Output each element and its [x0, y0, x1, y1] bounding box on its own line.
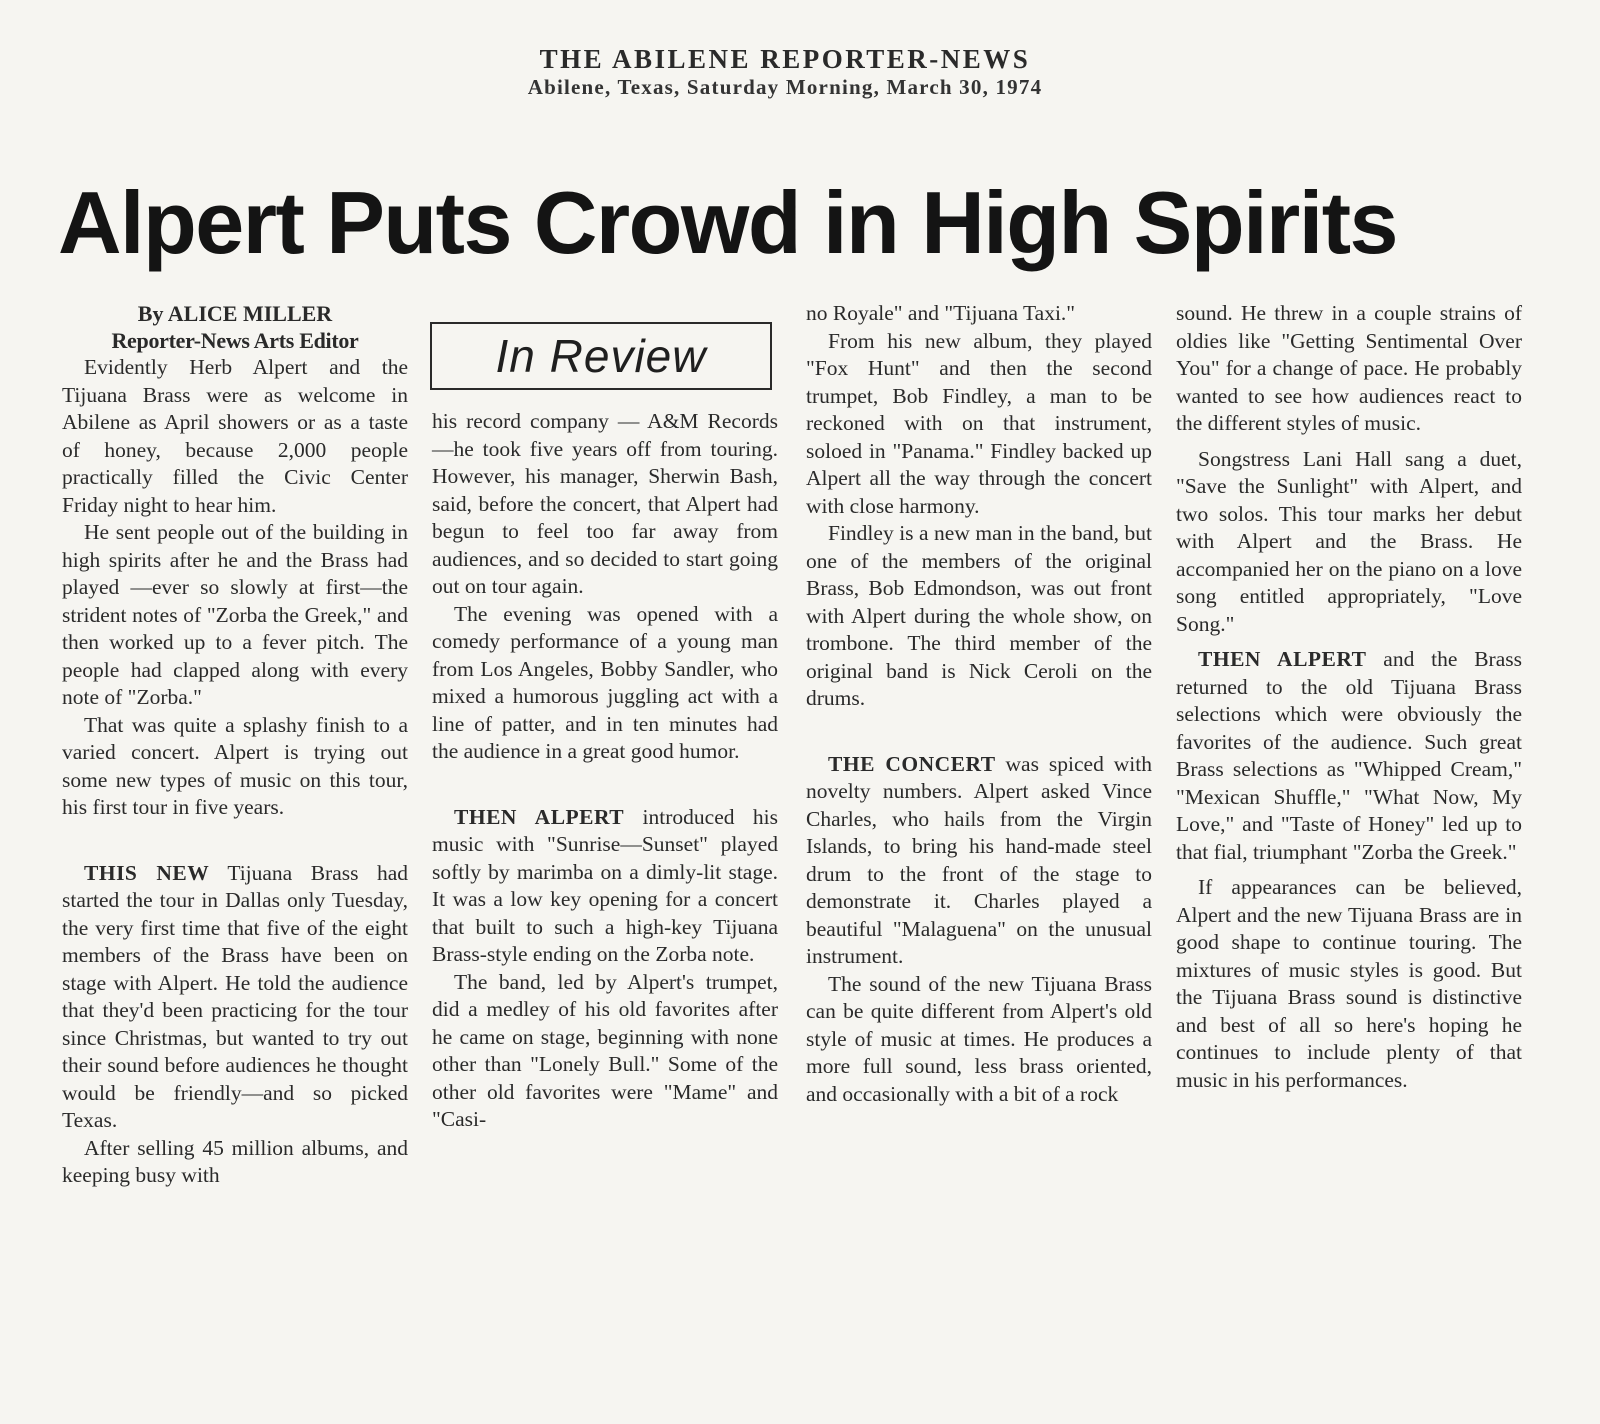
byline-author: By ALICE MILLER — [137, 301, 333, 326]
article-column-3 — [806, 300, 1152, 1108]
paragraph: The band, led by Alpert's trumpet, did a medley of his old favorites after he came on stage, beginning with none other than "Lonely Bull." Some of the other old favorites were "Mame" and "Casi- — [432, 969, 778, 1131]
in-review-label-box — [430, 322, 772, 390]
in-review-label: In Review — [495, 330, 707, 382]
paragraph-lead-in: THIS NEW — [84, 860, 210, 885]
paragraph: Songstress Lani Hall sang a duet, "Save the Sunlight" with Alpert, and two solos. This tour marks her debut with Alpert and the Brass. He accompanied her on the piano on a love song entitled appropriately, "Love Song." — [1176, 446, 1522, 636]
paragraph: If appearances can be believed, Alpert and the new Tijuana Brass are in good shape to continue touring. The mixtures of music styles is good. But the Tijuana Brass sound is distinctive and best of all so here's hoping he continues to include plenty of that music in his performances. — [1176, 875, 1522, 1092]
paragraph: Findley is a new man in the band, but one of the members of the original Brass, Bob Edmondson, was out front with Alpert during the whole show, on trombone. The third member of the original band is Nick Ceroli on the drums. — [806, 521, 1152, 710]
paragraph: He sent people out of the building in high spirits after he and the Brass had played —ever so slowly at first—the strident notes of "Zorba the Greek," and then worked up to a fever pitch. The people had clapped along with every note of "Zorba." — [62, 520, 408, 709]
masthead — [0, 44, 1600, 100]
byline-title: Reporter-News Arts Editor — [111, 328, 359, 353]
subhead-paragraph — [1176, 646, 1522, 866]
paragraph-lead-in: THE CONCERT — [828, 751, 996, 776]
paragraph: his record company — A&M Records—he took five years off from touring. However, his manager, Sherwin Bash, said, before the concert, that Alpert had begun to feel too far away from audiences, and so decided to start going out on tour again. — [432, 409, 778, 598]
paragraph-body: introduced his music with "Sunrise—Sunset" played softly by marimba on a dimly-lit stage. It was a low key opening for a concert that built to such a high-key Tijuana Brass-style ending on the Zorba note. — [432, 804, 778, 966]
byline — [62, 300, 408, 354]
paragraph: Evidently Herb Alpert and the Tijuana Brass were as welcome in Abilene as April showers or as a taste of honey, because 2,000 people practically filled the Civic Center Friday night to hear him. — [62, 355, 408, 517]
article-column-4 — [1176, 300, 1522, 1094]
paragraph-body: and the Brass returned to the old Tijuana Brass selections which were obviously the favorites of the audience. Such great Brass selections as "Whipped Cream," "Mexican Shuffle," "What Now, My Love," and "Taste of Honey" led up to that fial, triumphant "Zorba the Greek." — [1176, 647, 1522, 864]
subhead-paragraph — [432, 804, 778, 969]
subhead-paragraph — [62, 860, 408, 1135]
paragraph: After selling 45 million albums, and keeping busy with — [62, 1135, 408, 1187]
paragraph: no Royale" and "Tijuana Taxi." — [806, 301, 1076, 325]
article-headline: Alpert Puts Crowd in High Spirits — [58, 173, 1397, 272]
article-column-2 — [432, 408, 778, 1134]
dateline: Abilene, Texas, Saturday Morning, March 30, 1974 — [527, 75, 1043, 99]
newspaper-name: THE ABILENE REPORTER-NEWS — [539, 44, 1031, 74]
paragraph-body: was spiced with novelty numbers. Alpert asked Vince Charles, who hails from the Virgin Islands, to bring his hand-made steel drum to the front of the stage to demonstrate it. Charles played a beautiful "Malaguena" on the unusual instrument. — [806, 751, 1152, 968]
paragraph: From his new album, they played "Fox Hunt" and then the second trumpet, Bob Findley, a man to be reckoned with on that instrument, soloed in "Panama." Findley backed up Alpert all the way through the concert with close harmony. — [806, 328, 1152, 518]
article-column-1 — [62, 300, 408, 1190]
paragraph-lead-in: THEN ALPERT — [454, 804, 625, 829]
paragraph: That was quite a splashy finish to a varied concert. Alpert is trying out some new types of music on this tour, his first tour in five years. — [62, 712, 408, 819]
paragraph: sound. He threw in a couple strains of oldies like "Getting Sentimental Over You" for a change of pace. He probably wanted to see how audiences react to the different styles of music. — [1176, 301, 1522, 435]
paragraph: The sound of the new Tijuana Brass can be quite different from Alpert's old style of music at times. He produces a more full sound, less brass oriented, and occasionally with a bit of a rock — [806, 971, 1152, 1106]
subhead-paragraph — [806, 751, 1152, 971]
paragraph: The evening was opened with a comedy performance of a young man from Los Angeles, Bobby Sandler, who mixed a humorous juggling act with a line of patter, and in ten minutes had the audience in a great good humor. — [432, 601, 778, 763]
paragraph-body: Tijuana Brass had started the tour in Dallas only Tuesday, the very first time that five of the eight members of the Brass have been on stage with Alpert. He told the audience that they'd been practicing for the tour since Christmas, but wanted to try out their sound before audiences he thought would be friendly—and so picked Texas. — [62, 860, 408, 1132]
paragraph-lead-in: THEN ALPERT — [1198, 647, 1367, 671]
